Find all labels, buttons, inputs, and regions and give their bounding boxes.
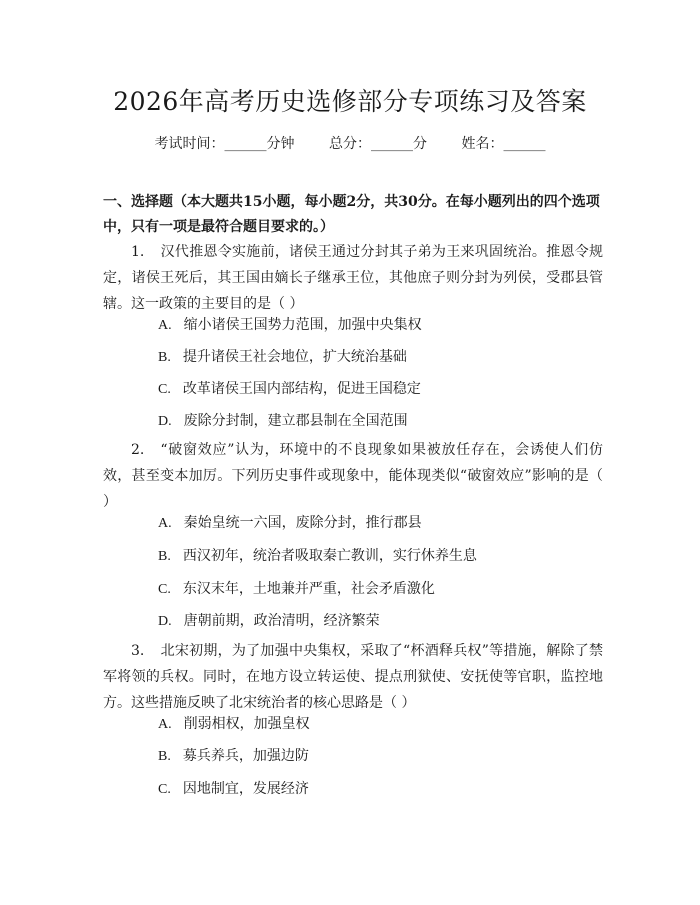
question-3-option-b <box>158 746 608 767</box>
option-text: 募兵养兵，加强边防 <box>182 748 309 764</box>
question-text: 北宋初期，为了加强中央集权，采取了“杯酒释兵权”等措施，解除了禁军将领的兵权。同时，在地方设立转运使、提点刑狱使、安抚使等官职，监控地方。这些措施反映了北宋统治者的核心思路是（ ） <box>103 643 603 711</box>
page-title: 2026年高考历史选修部分专项练习及答案 <box>113 87 587 116</box>
question-2-option-a <box>158 513 608 534</box>
option-text: 废除分封制，建立郡县制在全国范围 <box>183 413 408 429</box>
option-text: 削弱相权，加强皇权 <box>183 716 310 732</box>
option-text: 改革诸侯王国内部结构，促进王国稳定 <box>182 381 421 397</box>
question-3-stem <box>103 638 603 716</box>
option-letter: B. <box>158 749 171 764</box>
option-letter: A. <box>158 717 172 732</box>
exam-time-field: 考试时间：______分钟 <box>154 136 295 152</box>
question-2-stem <box>103 437 603 515</box>
option-letter: B. <box>158 350 171 365</box>
option-text: 提升诸侯王社会地位，扩大统治基础 <box>182 349 407 365</box>
option-letter: A. <box>158 318 172 333</box>
option-text: 秦始皇统一六国，废除分封，推行郡县 <box>183 515 422 531</box>
option-text: 西汉初年，统治者吸取秦亡教训，实行休养生息 <box>182 548 477 564</box>
question-1-option-b <box>158 347 608 368</box>
question-1-option-c <box>158 379 608 400</box>
question-2-option-c <box>158 579 608 600</box>
question-number: 1. <box>131 244 145 260</box>
question-number: 2. <box>131 442 145 458</box>
question-1-option-a <box>158 315 608 336</box>
question-3-option-c <box>158 779 608 800</box>
option-text: 唐朝前期，政治清明，经济繁荣 <box>183 613 380 629</box>
option-text: 东汉末年，土地兼并严重，社会矛盾激化 <box>182 581 435 597</box>
exam-meta <box>0 133 700 153</box>
question-2-option-d <box>158 611 608 632</box>
question-1-stem <box>103 239 603 317</box>
question-2-option-b <box>158 546 608 567</box>
section-heading: 一、选择题（本大题共15小题，每小题2分，共30分。在每小题列出的四个选项中，只有一项是最符合题目要求的。） <box>103 194 600 235</box>
question-text: “破窗效应”认为，环境中的不良现象如果被放任存在，会诱使人们仿效，甚至变本加厉。下列历史事件或现象中，能体现类似“破窗效应”影响的是（ ） <box>103 442 603 510</box>
option-text: 缩小诸侯王国势力范围，加强中央集权 <box>183 317 422 333</box>
option-letter: B. <box>158 549 171 564</box>
option-letter: D. <box>158 614 172 629</box>
question-1-option-d <box>158 411 608 432</box>
option-letter: C. <box>158 782 171 797</box>
student-name-field: 姓名：______ <box>461 136 546 152</box>
option-letter: C. <box>158 382 171 397</box>
question-number: 3. <box>131 643 145 659</box>
option-letter: D. <box>158 414 172 429</box>
question-3-option-a <box>158 714 608 735</box>
total-score-field: 总分：______分 <box>329 136 427 152</box>
option-letter: A. <box>158 516 172 531</box>
option-text: 因地制宜，发展经济 <box>182 781 309 797</box>
question-text: 汉代推恩令实施前，诸侯王通过分封其子弟为王来巩固统治。推恩令规定，诸侯王死后，其王国由嫡长子继承王位，其他庶子则分封为列侯，受郡县管辖。这一政策的主要目的是（ ） <box>103 244 603 312</box>
option-letter: C. <box>158 582 171 597</box>
